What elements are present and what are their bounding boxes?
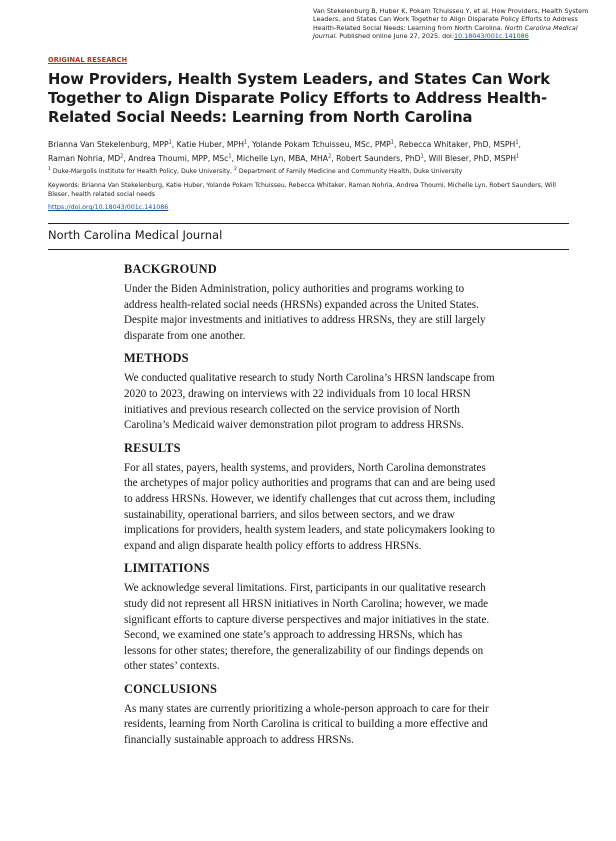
author-name: Katie Huber, MPH (176, 140, 244, 149)
conclusions-text: As many states are currently prioritizing a whole-person approach to care for their residents, learning from North Carolina is critical to building a more effective and financially sustainable approach to address HRSNs. (124, 702, 489, 747)
author-list: Brianna Van Stekelenburg, MPP$^1$, Katie Huber, MPH$^1$, Yolande Pokam Tchuisseu, MSc, PMP$^1$, Rebecca Whitaker, PhD, MSPH$^1$, Raman Nohria, $MD^2$, Andrea Thoumi, MPP, MSc$^1$, Michelle Lyn, MBA, MHA$^2$, Robert Saunders, PhD$^1$, Will Bleser, PhD, MSPH$^1$ (48, 139, 521, 163)
journal-name: North Carolina Medical Journal (48, 228, 223, 242)
methods-text: We conducted qualitative research to study North Carolina’s HRSN landscape from 2020 to 2023, drawing on interviews with 22 individuals from 10 local HRSN initiatives and previous research collected on the service provision of North Carolina’s Medicaid waiver demonstration pilot program to address HRSNs. (124, 372, 495, 432)
divider (48, 223, 569, 224)
background-heading: BACKGROUND (124, 262, 217, 276)
methods-heading: METHODS (124, 351, 189, 366)
conclusions-heading: CONCLUSIONS (124, 681, 218, 696)
background-text: Under the Biden Administration, policy authorities and programs working to address health-related social needs (HRSNs) expanded across the United States. Despite major investments and initiatives to address HRSNs, they are still largely disparate from one another. (124, 283, 486, 342)
author-affiliation-marker: 1 (243, 139, 248, 146)
author-affiliation-marker: 1 (516, 152, 520, 159)
author-affiliation-marker: 1 (420, 152, 424, 159)
author-affiliation-marker: 1 (228, 152, 232, 159)
author-name: Rebecca Whitaker, PhD, MSPH (398, 140, 516, 149)
author-name: Brianna Van Stekelenburg, MPP (48, 140, 169, 149)
abstract (124, 262, 496, 756)
limitations-text: We acknowledge several limitations. First, participants in our qualitative research study did not represent all HRSN initiatives in North Carolina; however, we made significant efforts to capture diverse perspectives and major initiatives in the state. Second, we examined one state’s approach to addressing HRSNs, which has lessons for other states; therefore, the generalizability of our findings depends on other states’ contexts. (124, 582, 490, 673)
citation-doi-link[interactable]: 10.18043/001c.141086 (454, 32, 529, 41)
citation-journal: North Carolina Medical Journal. (313, 23, 578, 41)
author-affiliation-marker: 1 (515, 139, 519, 146)
keywords-text: Brianna Van Stekelenburg, Katie Huber, Yolande Pokam Tchuisseu, Rebecca Whitaker, Raman Nohria, Andrea Thoumi, Michelle Lyn, Robert Saunders, Will Bleser, health related social needs (48, 182, 556, 199)
doi-link[interactable]: https://doi.org/10.18043/001c.141086 (48, 204, 169, 211)
citation-block (313, 7, 603, 41)
divider (48, 249, 569, 250)
article-type-label: ORIGINAL RESEARCH (48, 56, 128, 64)
affiliation-number: 1 (48, 167, 51, 172)
results-heading: RESULTS (124, 440, 181, 455)
affiliations (48, 167, 588, 175)
affiliation-1: Duke-Margolis Institute for Health Policy, Duke University, (52, 168, 232, 176)
author-name: Robert Saunders, PhD (336, 153, 421, 163)
author-affiliation-marker: 2 (328, 152, 332, 159)
author-name: Yolande Pokam Tchuisseu, MSc, PMP (252, 140, 391, 149)
affiliation-number: 2 (233, 167, 237, 172)
keywords-label: Keywords: (48, 182, 80, 189)
author-affiliation-marker: 1 (168, 139, 172, 146)
keywords (48, 181, 566, 200)
author-affiliation-marker: 1 (390, 139, 394, 146)
author-name: Raman Nohria, MD (48, 153, 121, 163)
citation-published: Published online June 27, 2025. doi: (339, 32, 454, 41)
article-title: How Providers, Health System Leaders, and States Can Work Together to Align Disparate Policy Efforts to Address Health-Related Social Needs: Learning from North Carolina (48, 71, 551, 127)
author-name: Andrea Thoumi, MPP, MSc (128, 153, 229, 163)
author-name: Michelle Lyn, MBA, MHA (236, 153, 329, 163)
affiliation-2: Department of Family Medicine and Community Health, Duke University (238, 168, 463, 176)
citation-text: Van Stekelenburg B, Huber K, Pokam Tchuisseu Y, et al. How Providers, Health System Leaders, and States Can Work Together to Align Disparate Policy Efforts to Address Health-Related Social Needs: Learning from North Carolina. (313, 7, 589, 32)
limitations-heading: LIMITATIONS (124, 561, 210, 576)
results-text: For all states, payers, health systems, and providers, North Carolina demonstrates the archetypes of major policy authorities and programs that can and are being used to address HRSNs. However, we identify challenges that cut across them, including sustainability, operational barriers, and silos between sectors, and we draw implications for providers, health system leaders, and state policymakers looking to expand and align disparate health policy efforts to address HRSNs. (124, 461, 496, 552)
author-affiliation-marker: 2 (120, 152, 124, 159)
author-name: Will Bleser, PhD, MSPH (428, 153, 517, 163)
